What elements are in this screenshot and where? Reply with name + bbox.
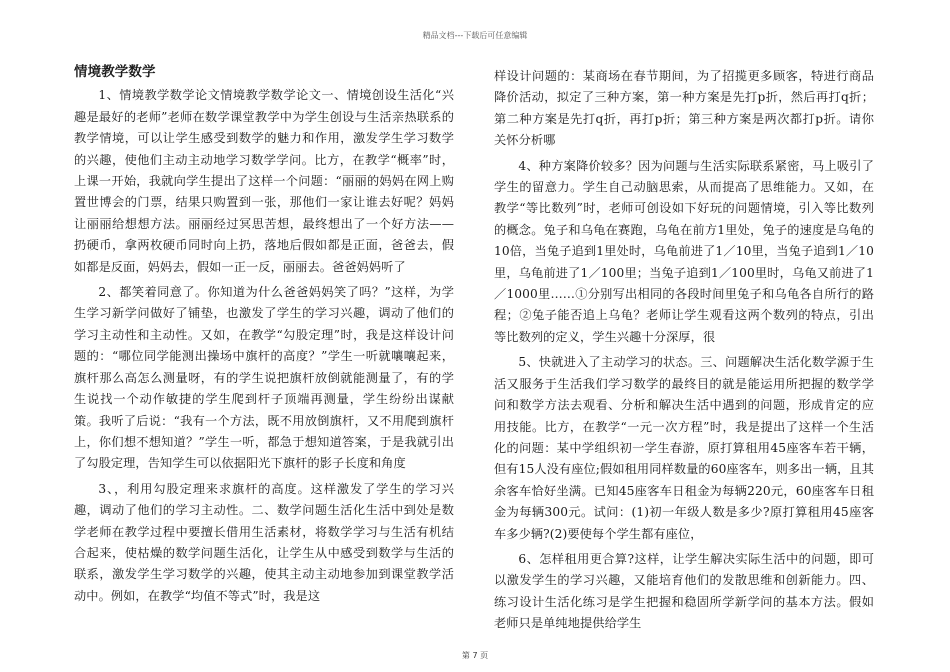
paragraph: 6、怎样租用更合算?这样，让学生解决实际生活中的问题，即可以激发学生的学习兴趣，又能培育他们的发散思维和创新能力。四、练习设计生活化练习是学生把握和稳固所学新学问的基本方法。假如老师只是单纯地提供给学生 bbox=[494, 551, 874, 631]
page-header: 精品文档---下载后可任意编辑 bbox=[422, 31, 528, 40]
paragraph: 5、快就进入了主动学习的状态。三、问题解决生活化数学源于生活又服务于生活我们学习数学的最终目的就是能运用所把握的数学学问和数学方法去观看、分析和解决生活中遇到的问题，形成肯定的应用技能。比方，在教学“一元一次方程”时，我是提出了这样一个生活化的问题：某中学组织初一学生春游，原打算租用45座客车若干辆，但有15人没有座位;假如租用同样数量的60座客车，则多出一辆，且其余客车恰好坐满。已知45座客车日租金为每辆220元，60座客车日租金为每辆300元。试问：(1)初一年级人数是多少?原打算租用45座客车多少辆?(2)要使每个学生都有座位， bbox=[494, 355, 874, 541]
right-column bbox=[494, 66, 874, 639]
document-title: 情境教学数学 bbox=[74, 64, 156, 80]
paragraph: 2、都笑着同意了。你知道为什么爸爸妈妈笑了吗？”这样，为学生学习新学问做好了铺垫，也激发了学生的学习兴趣，调动了他们的学习主动性和主动性。又如，在教学“勾股定理”时，我是这样设计问题的：“哪位同学能测出操场中旗杆的高度？”学生一听就嚷嚷起来，旗杆那么高怎么测量呀，有的学生说把旗杆放倒就能测量了，有的学生说找一个动作敏捷的学生爬到杆子顶端再测量，学生纷纷出谋献策。我听了后说：“我有一个方法，既不用放倒旗杆，又不用爬到旗杆上，你们想不想知道？”学生一听，都急于想知道答案，于是我就引出了勾股定理，告知学生可以依据阳光下旗杆的影子长度和角度 bbox=[74, 285, 454, 471]
paragraph: 3、，利用勾股定理来求旗杆的高度。这样激发了学生的学习兴趣，调动了他们的学习主动性。二、数学问题生活化生活中到处是数学老师在教学过程中要擅长借用生活素材，将数学学习与生活有机结合起来，使枯燥的数学问题生活化，让学生从中感受到数学与生活的联系，激发学生学习数学的兴趣，使其主动主动地参加到课堂教学活动中。例如，在教学“均值不等式”时，我是这 bbox=[74, 481, 454, 603]
left-column bbox=[74, 62, 454, 611]
paragraph: 4、种方案降价较多？因为问题与生活实际联系紧密，马上吸引了学生的留意力。学生自己动脑思索，从而提高了思维能力。又如，在教学“等比数列”时，老师可创设如下好玩的问题情境，引入等比数列的概念。兔子和乌龟在赛跑，乌龟在前方1里处，兔子的速度是乌龟的10倍，当兔子追到1里处时，乌龟前进了1／10里，当兔子追到1／10里，乌龟前进了1／100里；当兔子追到1／100里时，乌龟又前进了1／1000里……①分别写出相同的各段时间里兔子和乌龟各自所行的路程；②兔子能否追上乌龟？老师让学生观看这两个数列的特点，引出等比数列的定义，学生兴趣十分深厚，很 bbox=[494, 158, 874, 344]
paragraph: 1、情境教学数学论文情境教学数学论文一、情境创设生活化“兴趣是最好的老师”老师在数学课堂教学中为学生创设与生活亲热联系的教学情境，可以让学生感受到数学的魅力和作用，激发学生学习数学的兴趣，使他们主动主动地学习数学学问。比方，在教学“概率”时，上课一开始，我就向学生提出了这样一个问题：“丽丽的妈妈在网上购置世博会的门票，结果只购置到一张，那他们一家让谁去好呢？妈妈让丽丽给想想方法。丽丽经过冥思苦想，最终想出了一个好方法——扔硬币，拿两枚硬币同时向上扔，落地后假如都是正面，爸爸去，假如都是反面，妈妈去，假如一正一反，丽丽去。爸爸妈妈听了 bbox=[74, 88, 454, 274]
page-number: 第 7 页 bbox=[461, 651, 489, 660]
paragraph: 样设计问题的：某商场在春节期间，为了招揽更多顾客，特进行商品降价活动，拟定了三种方案，第一种方案是先打p折，然后再打q折；第二种方案是先打q折，再打p折；第三种方案是两次都打p折。请你关怀分析哪 bbox=[494, 69, 874, 148]
